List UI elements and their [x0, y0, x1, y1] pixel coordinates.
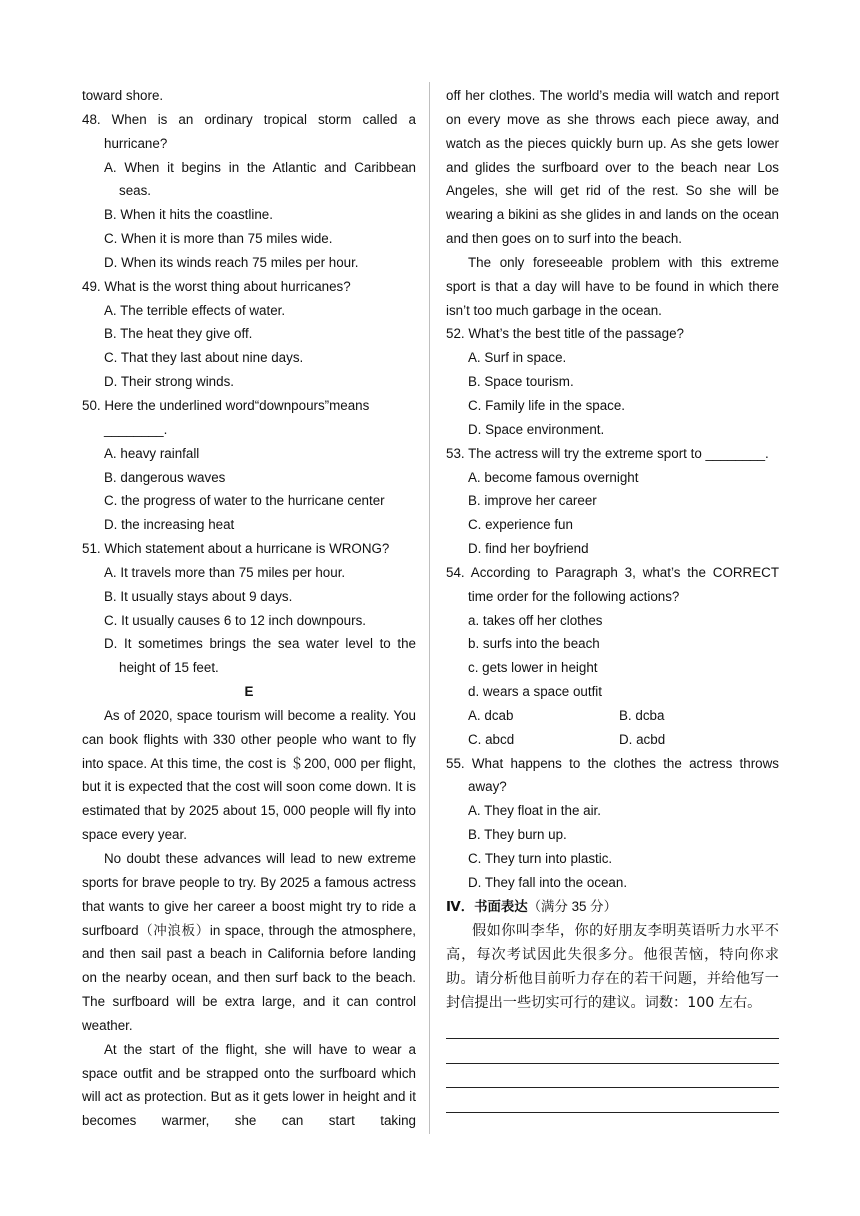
answer-line-1[interactable]: [446, 1015, 779, 1040]
question-50-option-c: C. the progress of water to the hurricane center: [104, 493, 385, 509]
question-54-item-a: a. takes off her clothes: [468, 612, 603, 628]
question-52-option-a: A. Surf in space.: [468, 350, 567, 366]
question-54-option-c: C. abcd: [468, 731, 515, 747]
question-55-option-a: A. They float in the air.: [468, 803, 601, 819]
question-51-option-c: C. It usually causes 6 to 12 inch downpours.: [104, 612, 367, 628]
writing-section-title: 书面表达: [474, 898, 528, 914]
right-column: [446, 84, 779, 1113]
question-49-option-b: B. The heat they give off.: [104, 326, 253, 342]
question-52-option-c: C. Family life in the space.: [468, 397, 626, 413]
question-54-item-c: c. gets lower in height: [468, 660, 598, 676]
passage-e-paragraph-1: As of 2020, space tourism will become a reality. You can book flights with 330 other people who want to fly into space. At this time, the cost is ＄200, 000 per flight, but it is expected that the cost will soon come down. It is estimated that by 2025 about 15, 000 people will fly into space every year.: [82, 707, 416, 843]
question-54-option-a: A. dcab: [468, 707, 514, 723]
question-51-option-a: A. It travels more than 75 miles per hour.: [104, 564, 346, 580]
section-e-title: E: [244, 684, 254, 700]
question-51-option-d: D. It sometimes brings the sea water level to the height of 15 feet.: [104, 636, 416, 676]
writing-section-heading: [446, 895, 779, 919]
question-50-stem: 50. Here the underlined word“downpours”means: [82, 397, 370, 413]
answer-line-4[interactable]: [446, 1088, 779, 1113]
question-50-option-a: A. heavy rainfall: [104, 445, 200, 461]
writing-section-score: （满分 35 分）: [527, 898, 617, 914]
passage-e-paragraph-4: The only foreseeable problem with this extreme sport is that a day will have to be found in which there isn’t too much garbage in the ocean.: [446, 254, 779, 318]
question-48-option-c: C. When it is more than 75 miles wide.: [104, 231, 333, 247]
question-48-option-a: A. When it begins in the Atlantic and Caribbean seas.: [104, 159, 416, 199]
question-49-option-a: A. The terrible effects of water.: [104, 302, 286, 318]
question-48-option-b: B. When it hits the coastline.: [104, 207, 273, 223]
question-54-item-d: d. wears a space outfit: [468, 684, 602, 700]
left-column: [82, 84, 416, 1133]
passage-e-paragraph-2: No doubt these advances will lead to new extreme sports for brave people to try. By 2025 a famous actress that wants to give her career a boost might try to ride a surfboard（冲浪板）in space, through the atmosphere, and then sail past a beach in California before landing on the nearby ocean, and then surf back to the beach. The surfboard will be extra large, and it can control weather.: [82, 851, 416, 1033]
question-52-option-d: D. Space environment.: [468, 421, 605, 437]
question-53-option-b: B. improve her career: [468, 493, 597, 509]
question-52-option-b: B. Space tourism.: [468, 374, 574, 390]
question-48-stem: 48. When is an ordinary tropical storm called a hurricane?: [82, 111, 416, 151]
question-54-option-d: D. acbd: [619, 731, 666, 747]
question-50-option-b: B. dangerous waves: [104, 469, 226, 485]
passage-e-paragraph-3: At the start of the flight, she will have to wear a space outfit and be strapped onto the surfboard which will act as protection. But as it gets lower in height and it becomes warmer, she can start taking: [82, 1041, 416, 1129]
answer-line-3[interactable]: [446, 1064, 779, 1089]
writing-prompt: 假如你叫李华，你的好朋友李明英语听力水平不高，每次考试因此失很多分。他很苦恼，特向你求助。请分析他目前听力存在的若干问题，并给他写一封信提出一些切实可行的建议。词数：100 左右。: [446, 922, 779, 1011]
question-48-option-d: D. When its winds reach 75 miles per hour.: [104, 254, 359, 270]
question-52-stem: 52. What’s the best title of the passage?: [446, 326, 684, 342]
question-51-option-b: B. It usually stays about 9 days.: [104, 588, 293, 604]
question-50-blank: ________.: [104, 421, 168, 437]
passage-continuation: toward shore.: [82, 88, 164, 103]
question-54-options-row-1: [446, 704, 779, 728]
question-50-option-d: D. the increasing heat: [104, 517, 235, 533]
question-55-option-b: B. They burn up.: [468, 827, 567, 843]
question-49-stem: 49. What is the worst thing about hurricanes?: [82, 278, 351, 294]
question-54-option-b: B. dcba: [619, 707, 665, 723]
answer-line-2[interactable]: [446, 1039, 779, 1064]
question-53-option-a: A. become famous overnight: [468, 469, 639, 485]
question-55-option-d: D. They fall into the ocean.: [468, 874, 628, 890]
question-55-stem: 55. What happens to the clothes the actress throws away?: [446, 755, 779, 795]
question-54-stem: 54. According to Paragraph 3, what’s the CORRECT time order for the following actions?: [446, 564, 779, 604]
question-51-stem: 51. Which statement about a hurricane is WRONG?: [82, 541, 390, 557]
writing-section-number: Ⅳ．: [446, 898, 475, 914]
column-divider: [429, 82, 430, 1134]
passage-e-paragraph-3-cont: off her clothes. The world’s media will watch and report on every move as she throws each piece away, and watch as the pieces quickly burn up. As she gets lower and glides the surfboard over to the beach near Los Angeles, she will get rid of the rest. So she will be wearing a bikini as she glides in and lands on the ocean and then goes on to surf into the beach.: [446, 88, 779, 247]
question-53-option-d: D. find her boyfriend: [468, 541, 589, 557]
question-53-stem: 53. The actress will try the extreme sport to ________.: [446, 445, 769, 461]
question-54-item-b: b. surfs into the beach: [468, 636, 600, 652]
question-49-option-d: D. Their strong winds.: [104, 374, 234, 390]
question-54-options-row-2: [446, 728, 779, 752]
question-53-option-c: C. experience fun: [468, 517, 573, 533]
question-49-option-c: C. That they last about nine days.: [104, 350, 304, 366]
question-55-option-c: C. They turn into plastic.: [468, 851, 613, 866]
